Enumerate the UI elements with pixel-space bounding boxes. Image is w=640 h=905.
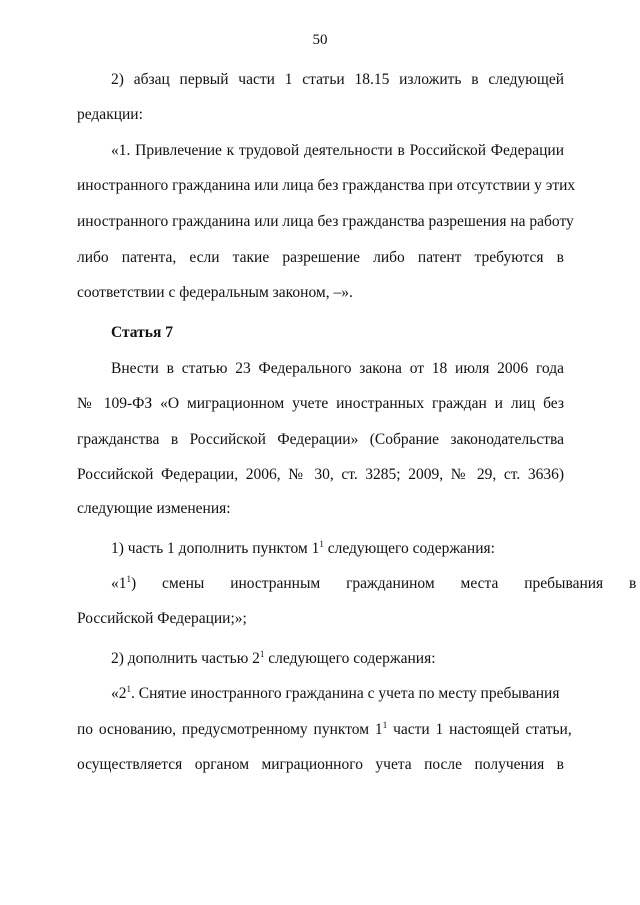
text: по основанию, предусмотренному пунктом 1 (77, 721, 383, 738)
quote-line (77, 720, 572, 740)
list-item-2 (111, 649, 564, 669)
text: 2) дополнить частью 2 (111, 650, 260, 667)
quote-line: «1. Привлечение к трудовой деятельности в Российской Федерации (111, 142, 564, 159)
superscript: 1 (259, 649, 265, 659)
text: ) смены иностранным гражданином места пребывания в (131, 575, 637, 592)
quote-line: Российской Федерации;»; (77, 610, 247, 627)
quote-line: иностранного гражданина или лица без гражданства разрешения на работу (77, 213, 574, 230)
text: «1 (111, 575, 127, 592)
quote-line (111, 684, 564, 704)
paragraph-line: Российской Федерации, 2006, № 30, ст. 3285; 2009, № 29, ст. 3636) (77, 466, 564, 483)
quote-line: соответствии с федеральным законом, –». (77, 284, 353, 301)
superscript: 1 (126, 684, 131, 694)
text: следующего содержания: (264, 650, 436, 667)
article-heading: Статья 7 (111, 324, 173, 341)
quote-line: либо патента, если такие разрешение либо патент требуются в (77, 249, 564, 266)
paragraph-line: гражданства в Российской Федерации» (Собрание законодательства (77, 431, 564, 448)
list-item-1 (111, 539, 564, 559)
paragraph-line: редакции: (77, 106, 143, 123)
superscript: 1 (126, 574, 131, 584)
text: 1) часть 1 дополнить пунктом 1 (111, 540, 320, 557)
paragraph-line: следующие изменения: (77, 500, 231, 517)
superscript: 1 (319, 539, 324, 549)
paragraph-line: № 109-ФЗ «О миграционном учете иностранных граждан и лиц без (77, 395, 564, 412)
paragraph-line: 2) абзац первый части 1 статьи 18.15 изложить в следующей (111, 71, 564, 88)
text: «2 (111, 685, 127, 702)
text: следующего содержания: (323, 540, 495, 557)
text: части 1 настоящей статьи, (387, 721, 572, 738)
superscript: 1 (382, 720, 388, 730)
quote-line: иностранного гражданина или лица без гражданства при отсутствии у этих (77, 177, 576, 194)
text: . Снятие иностранного гражданина с учета по месту пребывания (131, 685, 560, 702)
paragraph-line: Внести в статью 23 Федерального закона от 18 июля 2006 года (111, 360, 564, 377)
page-number: 50 (312, 32, 328, 48)
quote-line (111, 574, 637, 594)
quote-line: осуществляется органом миграционного учета после получения в (77, 756, 564, 773)
